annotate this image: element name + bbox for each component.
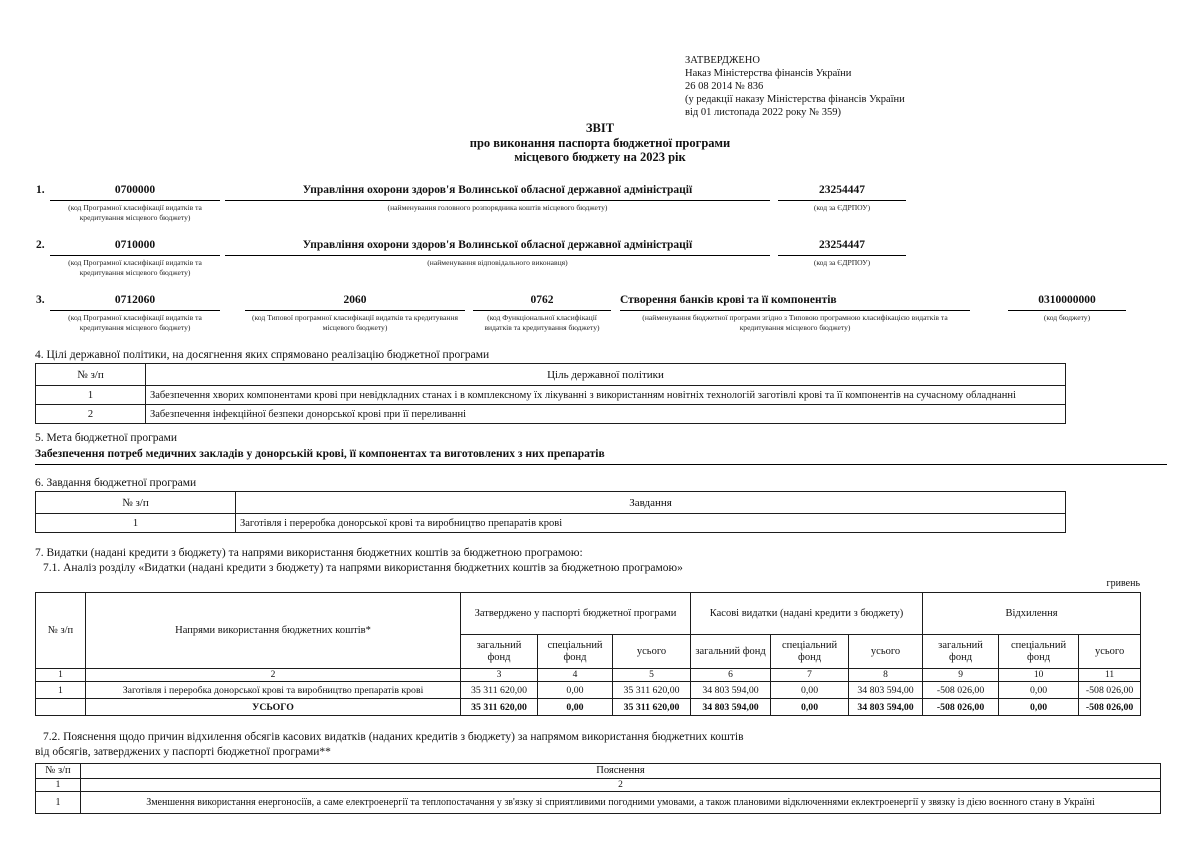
table-cell: Забезпечення хворих компонентами крові при невідкладних станах і в комплексному їх лікуванні з використанням новітніх технологій заготівлі крові та її компонентів на сучасному обладнанні [146, 386, 1066, 405]
table-header-cell: загальний фонд [461, 635, 538, 669]
field-value: 0710000 [50, 239, 220, 256]
report-title-line: про виконання паспорта бюджетної програми [469, 135, 731, 150]
section4-heading: 4. Цілі державної політики, на досягнення яких спрямовано реалізацію бюджетної програми [35, 349, 490, 361]
table-cell: Заготівля і переробка донорської крові та виробництво препаратів крові [86, 682, 461, 699]
table-header-cell: спеціальний фонд [999, 635, 1079, 669]
table-row [36, 405, 1066, 424]
table-row [36, 792, 1161, 814]
table-header-cell: Відхилення [923, 593, 1141, 635]
field-value: 2060 [245, 294, 465, 311]
table-cell: 1 [36, 779, 81, 792]
field-caption: (найменування бюджетної програми згідно з Типовою програмною класифікацією видатків та кредитування місцевого бюджету) [642, 313, 948, 332]
approval-stamp [685, 54, 905, 119]
item-number: 2. [36, 239, 45, 251]
table-cell: 34 803 594,00 [849, 699, 923, 716]
table-cell: 35 311 620,00 [461, 699, 538, 716]
table-row [36, 514, 1066, 533]
table-cell: УСЬОГО [86, 699, 461, 716]
table-header-cell: Пояснення [81, 764, 1161, 779]
field-caption: (код Функціональної класифікації видатків та кредитування бюджету) [484, 313, 600, 332]
table-cell: 34 803 594,00 [691, 682, 771, 699]
table-cell: 1 [36, 669, 86, 682]
table-cell: 2 [86, 669, 461, 682]
table-group-header-row [36, 593, 1141, 635]
field-program-code [50, 294, 220, 332]
field-functional-code [473, 294, 611, 332]
section6-heading: 6. Завдання бюджетної програми [35, 477, 197, 489]
table-cell: 6 [691, 669, 771, 682]
field-responsible-executor [225, 239, 770, 268]
table-header-cell: Завдання [236, 492, 1066, 514]
approval-line: 26 08 2014 № 836 [685, 81, 764, 92]
table-header-cell: Напрями використання бюджетних коштів* [86, 593, 461, 669]
table-cell: 1 [36, 792, 81, 814]
field-value: 23254447 [778, 239, 906, 256]
table-cell: -508 026,00 [1079, 699, 1141, 716]
table-header-cell: № з/п [36, 364, 146, 386]
table-column-numbers-row [36, 669, 1141, 682]
field-caption: (код Програмної класифікації видатків та кредитування місцевого бюджету) [68, 313, 202, 332]
table-header-cell: № з/п [36, 492, 236, 514]
table-header-cell: Ціль державної політики [146, 364, 1066, 386]
field-value: 23254447 [778, 184, 906, 201]
approval-line: від 01 листопада 2022 року № 359) [685, 107, 841, 118]
report-title-line: місцевого бюджету на 2023 рік [514, 150, 686, 164]
goals-table [35, 363, 1066, 424]
table-cell: Забезпечення інфекційної безпеки донорської крові при її переливанні [146, 405, 1066, 424]
table-cell: 1 [36, 682, 86, 699]
table-cell: -508 026,00 [923, 699, 999, 716]
table-column-numbers-row [36, 779, 1161, 792]
table-cell: 1 [36, 514, 236, 533]
report-title [0, 121, 1200, 165]
field-caption: (найменування відповідального виконавця) [427, 258, 568, 267]
table-cell: Заготівля і переробка донорської крові та виробництво препаратів крові [236, 514, 1066, 533]
table-cell: 4 [538, 669, 613, 682]
item-number: 1. [36, 184, 45, 196]
field-caption: (код Програмної класифікації видатків та кредитування місцевого бюджету) [68, 203, 202, 222]
field-value: Управління охорони здоров'я Волинської обласної державної адміністрації [225, 184, 770, 201]
table-cell: 0,00 [771, 699, 849, 716]
field-caption: (код Програмної класифікації видатків та кредитування місцевого бюджету) [68, 258, 202, 277]
currency-label: гривень [1106, 578, 1140, 589]
table-header-row [36, 492, 1066, 514]
field-caption: (код за ЄДРПОУ) [813, 258, 871, 267]
field-value: Створення банків крові та її компонентів [620, 294, 970, 311]
table-cell: 8 [849, 669, 923, 682]
table-cell: -508 026,00 [923, 682, 999, 699]
approval-line: (у редакції наказу Міністерства фінансів України [685, 94, 905, 105]
table-header-row [36, 364, 1066, 386]
field-caption: (код бюджету) [1043, 313, 1091, 322]
table-cell: 3 [461, 669, 538, 682]
table-header-cell: загальний фонд [923, 635, 999, 669]
table-cell: 35 311 620,00 [461, 682, 538, 699]
field-caption: (код за ЄДРПОУ) [813, 203, 871, 212]
field-program-code [50, 239, 220, 277]
table-row [36, 682, 1141, 699]
expenditures-table [35, 592, 1141, 716]
field-value: 0700000 [50, 184, 220, 201]
table-header-cell: Затверджено у паспорті бюджетної програми [461, 593, 691, 635]
table-cell: 0,00 [999, 699, 1079, 716]
report-title-line: ЗВІТ [585, 121, 615, 135]
section71-heading: 7.1. Аналіз розділу «Видатки (надані кредити з бюджету) та напрями використання бюджетних коштів за бюджетною програмою» [43, 562, 683, 574]
table-header-cell: усього [613, 635, 691, 669]
table-header-row [36, 764, 1161, 779]
table-cell: 5 [613, 669, 691, 682]
table-cell: 0,00 [538, 699, 613, 716]
table-cell: 0,00 [771, 682, 849, 699]
table-cell: 1 [36, 386, 146, 405]
field-value: 0712060 [50, 294, 220, 311]
field-program-name [620, 294, 970, 332]
table-cell: 9 [923, 669, 999, 682]
table-cell: 2 [81, 779, 1161, 792]
section72-heading-line1: 7.2. Пояснення щодо причин відхилення обсягів касових видатків (наданих кредитів з бюджету) за напрямом використання бюджетних коштів [43, 731, 744, 743]
table-cell: 35 311 620,00 [613, 682, 691, 699]
field-edrpou [778, 184, 906, 213]
table-cell: 10 [999, 669, 1079, 682]
field-value: Управління охорони здоров'я Волинської обласної державної адміністрації [225, 239, 770, 256]
table-cell: 34 803 594,00 [849, 682, 923, 699]
table-cell: 2 [36, 405, 146, 424]
table-row [36, 386, 1066, 405]
approval-line: Наказ Міністерства фінансів України [685, 68, 852, 79]
table-cell: 11 [1079, 669, 1141, 682]
table-header-cell: Касові видатки (надані кредити з бюджету) [691, 593, 923, 635]
field-caption: (найменування головного розпорядника коштів місцевого бюджету) [387, 203, 608, 212]
field-value: 0762 [473, 294, 611, 311]
field-value: 0310000000 [1008, 294, 1126, 311]
table-cell: Зменшення використання енергоносіїв, а саме електроенергії та теплопостачання у зв'язку зі сприятливими погодними умовами, а також плановими відключеннями еклектроенергії у звязку із дією воєнного стану в Україні [81, 792, 1161, 814]
table-cell: 7 [771, 669, 849, 682]
table-header-cell: № з/п [36, 764, 81, 779]
table-header-cell: № з/п [36, 593, 86, 669]
section7-heading: 7. Видатки (надані кредити з бюджету) та напрями використання бюджетних коштів за бюджетною програмою: [35, 547, 583, 559]
table-header-cell: спеціальний фонд [771, 635, 849, 669]
field-edrpou [778, 239, 906, 268]
field-caption: (код Типової програмної класифікації видатків та кредитування місцевого бюджету) [251, 313, 459, 332]
table-cell-empty [36, 699, 86, 716]
table-cell: -508 026,00 [1079, 682, 1141, 699]
field-typical-program-code [245, 294, 465, 332]
explanations-table [35, 763, 1161, 814]
approval-line: ЗАТВЕРДЖЕНО [685, 55, 760, 66]
item-number: 3. [36, 294, 45, 306]
table-header-cell: загальний фонд [691, 635, 771, 669]
field-program-code [50, 184, 220, 222]
tasks-table [35, 491, 1066, 533]
table-cell: 0,00 [999, 682, 1079, 699]
table-cell: 34 803 594,00 [691, 699, 771, 716]
section5-heading: 5. Мета бюджетної програми [35, 432, 178, 444]
table-header-cell: усього [849, 635, 923, 669]
table-cell: 0,00 [538, 682, 613, 699]
table-total-row [36, 699, 1141, 716]
table-header-cell: усього [1079, 635, 1141, 669]
section72-heading-line2: від обсягів, затверджених у паспорті бюджетної програми** [35, 746, 331, 758]
table-cell: 35 311 620,00 [613, 699, 691, 716]
field-main-administrator [225, 184, 770, 213]
field-budget-code [1008, 294, 1126, 323]
table-header-cell: спеціальний фонд [538, 635, 613, 669]
program-goal-text: Забезпечення потреб медичних закладів у донорській крові, її компонентах та виготовлених з них препаратів [35, 448, 1167, 465]
